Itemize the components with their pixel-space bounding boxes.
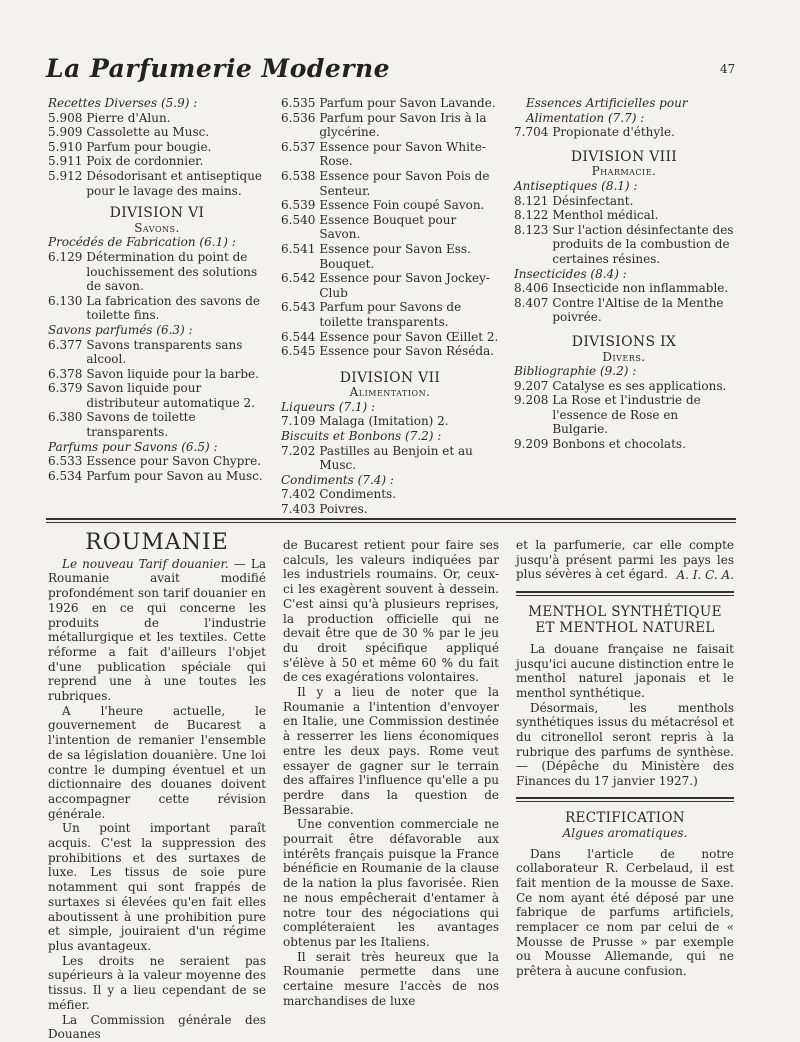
division-title: DIVISIONS IX bbox=[571, 333, 677, 350]
entry-text: Essence pour Savon Jockey-Club bbox=[319, 271, 490, 300]
entry-text: Parfum pour Savons de toilette transparents. bbox=[319, 300, 462, 329]
entry-number: 7.704 bbox=[514, 125, 549, 140]
column-2 bbox=[281, 96, 499, 517]
paragraph: Un point important paraît acquis. C'est la suppression des prohibitions et des surtaxes de luxe. Les tissus de soie pure notamment qui sont frappés de surtaxes si élevées qu'en fait elles aboutissent à une prohibition pure et simple, jouiraient d'un régime plus avantageux. bbox=[48, 821, 266, 953]
entry-number: 6.129 bbox=[48, 249, 83, 264]
article-lead: Le nouveau Tarif douanier. bbox=[62, 556, 229, 571]
entry-number: 6.379 bbox=[48, 381, 83, 396]
entry-text: Bonbons et chocolats. bbox=[552, 437, 686, 452]
list-item bbox=[514, 379, 734, 394]
entry-number: 6.533 bbox=[48, 454, 83, 469]
paragraph: Il y a lieu de noter que la Roumanie a l'intention d'envoyer en Italie, une Commission destinée à resserrer les liens économiques entre les deux pays. Rome veut essayer de gagner sur le terrain des affaires l'influence qu'elle a pu perdre dans la question de Bessarabie. bbox=[283, 685, 499, 817]
column-3 bbox=[514, 96, 734, 452]
category-heading: Recettes Diverses (5.9) : bbox=[48, 96, 198, 110]
category-heading: Parfums pour Savons (6.5) : bbox=[48, 439, 218, 454]
category-heading: Antiseptiques (8.1) : bbox=[514, 178, 638, 193]
list-item bbox=[281, 502, 499, 517]
entry-list bbox=[281, 444, 499, 473]
list-item bbox=[48, 250, 266, 294]
entry-text: La fabrication des savons de toilette fins. bbox=[86, 293, 261, 323]
paragraph: A l'heure actuelle, le gouvernement de Bucarest a l'intention de remanier l'ensemble de sa législation douanière. Une loi contre le dumping éventuel et un dictionnaire des douanes doivent accompagner cette révision générale. bbox=[48, 703, 266, 821]
entry-number: 6.545 bbox=[281, 344, 316, 359]
entry-number: 6.537 bbox=[281, 139, 316, 154]
entry-text: Savons transparents sans alcool. bbox=[86, 337, 243, 367]
entry-text: Parfum pour Savon Iris à la glycérine. bbox=[319, 110, 487, 140]
entry-number: 5.911 bbox=[48, 154, 83, 169]
entry-number: 6.542 bbox=[281, 271, 316, 286]
list-item bbox=[281, 169, 499, 198]
masthead: La Parfumerie Moderne bbox=[46, 54, 391, 83]
list-item bbox=[281, 344, 499, 359]
entry-list bbox=[48, 338, 266, 440]
list-item bbox=[48, 367, 266, 382]
entry-number: 8.123 bbox=[514, 222, 549, 237]
paragraph: Une convention commerciale ne pourrait être défavorable aux intérêts français puisque la France bénéficie en Roumanie de la clause de la nation la plus favorisée. Rien ne nous empêcherait d'entamer à notre tour des négociations qui compléteraient les avantages obtenus par les Italiens. bbox=[283, 817, 499, 949]
entry-number: 6.540 bbox=[281, 212, 316, 227]
article-title: ROUMANIE bbox=[85, 530, 229, 555]
list-item bbox=[281, 111, 499, 140]
list-item bbox=[48, 294, 266, 323]
category-heading: Condiments (7.4) : bbox=[281, 472, 394, 487]
entry-number: 5.912 bbox=[48, 168, 83, 183]
list-item bbox=[48, 338, 266, 367]
division-subtitle: Alimentation. bbox=[349, 385, 431, 400]
list-item bbox=[281, 198, 499, 213]
entry-list bbox=[514, 125, 734, 140]
entry-number: 6.541 bbox=[281, 241, 316, 256]
list-item bbox=[48, 125, 266, 140]
entry-number: 7.403 bbox=[281, 502, 316, 517]
entry-text: Insecticide non inflammable. bbox=[552, 281, 729, 296]
entry-text: Cassolette au Musc. bbox=[86, 125, 210, 140]
entry-text: Essence pour Savon Pois de Senteur. bbox=[319, 168, 490, 198]
section-divider bbox=[46, 522, 736, 523]
entry-number: 8.407 bbox=[514, 295, 549, 310]
list-item bbox=[48, 169, 266, 198]
entry-list bbox=[48, 250, 266, 323]
entry-text: Malaga (Imitation) 2. bbox=[319, 414, 449, 429]
menthol-title-line2: ET MENTHOL NATUREL bbox=[535, 619, 715, 636]
list-item bbox=[514, 125, 734, 140]
entry-text: Savon liquide pour distributeur automatique 2. bbox=[86, 381, 255, 410]
division-title: DIVISION VII bbox=[339, 369, 441, 386]
list-item bbox=[48, 410, 266, 439]
list-item bbox=[48, 381, 266, 410]
entry-list bbox=[281, 96, 499, 359]
list-item bbox=[281, 271, 499, 300]
entry-number: 6.539 bbox=[281, 198, 316, 213]
division-subtitle: Divers. bbox=[602, 349, 646, 364]
entry-text: Savons de toilette transparents. bbox=[86, 410, 196, 440]
entry-number: 6.378 bbox=[48, 366, 83, 381]
list-item bbox=[514, 281, 734, 296]
roumanie-column-2 bbox=[283, 538, 499, 1009]
entry-number: 6.536 bbox=[281, 110, 316, 125]
list-item bbox=[514, 296, 734, 325]
entry-number: 6.534 bbox=[48, 468, 83, 483]
entry-text: Essence Bouquet pour Savon. bbox=[319, 212, 457, 242]
entry-text: Savon liquide pour la barbe. bbox=[86, 366, 259, 381]
entry-text: Essence Foin coupé Savon. bbox=[319, 198, 485, 213]
paragraph: Les droits ne seraient pas supérieurs à la valeur moyenne des tissus. Il y a lieu cependant de se méfier. bbox=[48, 953, 266, 1012]
paragraph: Désormais, les menthols synthétiques issus du métacrésol et du citronellol seront repris à la rubrique des parfums de synthèse. — (Dépêche du Ministère des Finances du 17 janvier 1927.) bbox=[516, 700, 734, 789]
paragraph: Dans l'article de notre collaborateur R. Cerbelaud, il est fait mention de la mousse de Saxe. Ce nom ayant été déposé par une fabrique de parfums artificiels, remplacer ce nom par celui de « Mousse de Prusse » par exemple ou Mousse Allemande, qui ne prêtera à aucune confusion. bbox=[516, 846, 734, 979]
entry-text: Menthol médical. bbox=[552, 208, 659, 223]
section-divider bbox=[516, 595, 734, 596]
category-heading: Insecticides (8.4) : bbox=[514, 266, 627, 281]
entry-text: Catalyse es ses applications. bbox=[552, 378, 727, 393]
division-title: DIVISION VI bbox=[109, 205, 205, 222]
entry-number: 5.908 bbox=[48, 110, 83, 125]
menthol-title-line1: MENTHOL SYNTHÉTIQUE bbox=[528, 603, 722, 620]
section-divider bbox=[46, 518, 736, 520]
list-item bbox=[514, 223, 734, 267]
right-column-articles bbox=[516, 538, 734, 979]
signature: A. I. C. A. bbox=[676, 568, 734, 583]
list-item bbox=[281, 242, 499, 271]
category-heading: Essences Artificielles pour Alimentation (7.7) : bbox=[526, 96, 688, 125]
entry-list bbox=[514, 281, 734, 325]
entry-text: Poivres. bbox=[319, 502, 368, 517]
list-item bbox=[281, 140, 499, 169]
entry-number: 6.544 bbox=[281, 329, 316, 344]
paragraph: Il serait très heureux que la Roumanie permette dans une certaine mesure l'accès de nos marchandises de luxe bbox=[283, 949, 499, 1008]
entry-number: 6.543 bbox=[281, 300, 316, 315]
paragraph: La Commission générale des Douanes bbox=[48, 1012, 266, 1042]
section-divider bbox=[516, 591, 734, 593]
category-heading: Liqueurs (7.1) : bbox=[281, 399, 376, 414]
entry-number: 6.380 bbox=[48, 410, 83, 425]
entry-text: Sur l'action désinfectante des produits de la combustion de certaines résines. bbox=[552, 222, 734, 266]
category-heading: Biscuits et Bonbons (7.2) : bbox=[281, 429, 442, 444]
entry-number: 5.910 bbox=[48, 139, 83, 154]
list-item bbox=[514, 194, 734, 209]
entry-text: Essence pour Savon Ess. Bouquet. bbox=[319, 241, 471, 271]
division-subtitle: Pharmacie. bbox=[591, 164, 657, 179]
entry-number: 9.207 bbox=[514, 378, 549, 393]
paragraph: — La Roumanie avait modifié profondément son tarif douanier en 1926 en ce qui concerne les produits de l'industrie métallurgique et les textiles. Cette réforme a fait d'ailleurs l'objet d'une publication spéciale qui reprend une à une toutes les rubriques. bbox=[48, 556, 266, 704]
category-heading: Procédés de Fabrication (6.1) : bbox=[48, 235, 236, 250]
entry-text: Parfum pour Savon au Musc. bbox=[86, 468, 263, 483]
division-title: DIVISION VIII bbox=[570, 148, 678, 165]
entry-number: 6.130 bbox=[48, 293, 83, 308]
category-heading: Bibliographie (9.2) : bbox=[514, 364, 637, 379]
entry-number: 8.122 bbox=[514, 208, 549, 223]
list-item bbox=[48, 154, 266, 169]
paragraph: et la parfumerie, car elle compte jusqu'à présent parmi les pays les plus sévères à cet égard. bbox=[516, 538, 734, 582]
entry-text: Essence pour Savon Réséda. bbox=[319, 344, 495, 359]
list-item bbox=[514, 437, 734, 452]
entry-text: Propionate d'éthyle. bbox=[552, 125, 675, 140]
paragraph: La douane française ne faisait jusqu'ici aucune distinction entre le menthol naturel japonais et le menthol synthétique. bbox=[516, 641, 734, 700]
list-item bbox=[281, 414, 499, 429]
section-divider bbox=[516, 801, 734, 802]
column-1 bbox=[48, 96, 266, 483]
entry-number: 7.402 bbox=[281, 487, 316, 502]
list-item bbox=[281, 213, 499, 242]
entry-number: 7.202 bbox=[281, 443, 316, 458]
entry-number: 7.109 bbox=[281, 414, 316, 429]
entry-list bbox=[281, 414, 499, 429]
entry-number: 5.909 bbox=[48, 125, 83, 140]
entry-number: 6.535 bbox=[281, 96, 316, 110]
entry-list bbox=[281, 487, 499, 516]
list-item bbox=[281, 300, 499, 329]
list-item bbox=[281, 444, 499, 473]
list-item bbox=[281, 330, 499, 345]
entry-text: La Rose et l'industrie de l'essence de Rose en Bulgarie. bbox=[552, 393, 701, 437]
list-item bbox=[514, 393, 734, 437]
entry-text: Contre l'Altise de la Menthe poivrée. bbox=[552, 295, 724, 325]
entry-list bbox=[514, 379, 734, 452]
entry-text: Désodorisant et antiseptique pour le lavage des mains. bbox=[86, 168, 263, 198]
entry-number: 8.121 bbox=[514, 193, 549, 208]
entry-number: 9.208 bbox=[514, 393, 549, 408]
entry-text: Essence pour Savon Œillet 2. bbox=[319, 329, 499, 344]
entry-text: Parfum pour bougie. bbox=[86, 139, 212, 154]
entry-number: 6.538 bbox=[281, 168, 316, 183]
entry-list bbox=[48, 111, 266, 199]
entry-list bbox=[48, 454, 266, 483]
rectification-subtitle: Algues aromatiques. bbox=[562, 825, 688, 840]
list-item bbox=[48, 111, 266, 126]
entry-text: Parfum pour Savon Lavande. bbox=[319, 96, 496, 110]
list-item bbox=[514, 208, 734, 223]
division-subtitle: Savons. bbox=[134, 220, 180, 235]
entry-text: Essence pour Savon White-Rose. bbox=[319, 139, 486, 169]
section-divider bbox=[516, 797, 734, 799]
entry-text: Condiments. bbox=[319, 487, 397, 502]
entry-list bbox=[514, 194, 734, 267]
page-number: 47 bbox=[720, 62, 736, 76]
category-heading: Savons parfumés (6.3) : bbox=[48, 322, 193, 337]
entry-number: 8.406 bbox=[514, 281, 549, 296]
entry-number: 9.209 bbox=[514, 437, 549, 452]
rectification-title: RECTIFICATION bbox=[565, 809, 685, 826]
list-item bbox=[281, 487, 499, 502]
list-item bbox=[281, 96, 499, 111]
entry-text: Pastilles au Benjoin et au Musc. bbox=[319, 443, 473, 473]
list-item bbox=[48, 454, 266, 469]
roumanie-column-1 bbox=[48, 530, 266, 1042]
entry-text: Essence pour Savon Chypre. bbox=[86, 454, 262, 469]
entry-text: Poix de cordonnier. bbox=[86, 154, 204, 169]
entry-text: Détermination du point de louchissement des solutions de savon. bbox=[86, 249, 258, 294]
list-item bbox=[48, 469, 266, 484]
list-item bbox=[48, 140, 266, 155]
entry-number: 6.377 bbox=[48, 337, 83, 352]
entry-text: Désinfectant. bbox=[552, 193, 634, 208]
entry-text: Pierre d'Alun. bbox=[86, 110, 171, 125]
paragraph: de Bucarest retient pour faire ses calculs, les valeurs indiquées par les industriels roumains. Or, ceux-ci les exagèrent souvent à dessein. C'est ainsi qu'à plusieurs reprises, la production officielle qui ne devait être que de 30 % par le jeu du droit spécifique appliqué s'élève à 50 et même 60 % du fait de ces exagérations volontaires. bbox=[283, 538, 499, 685]
